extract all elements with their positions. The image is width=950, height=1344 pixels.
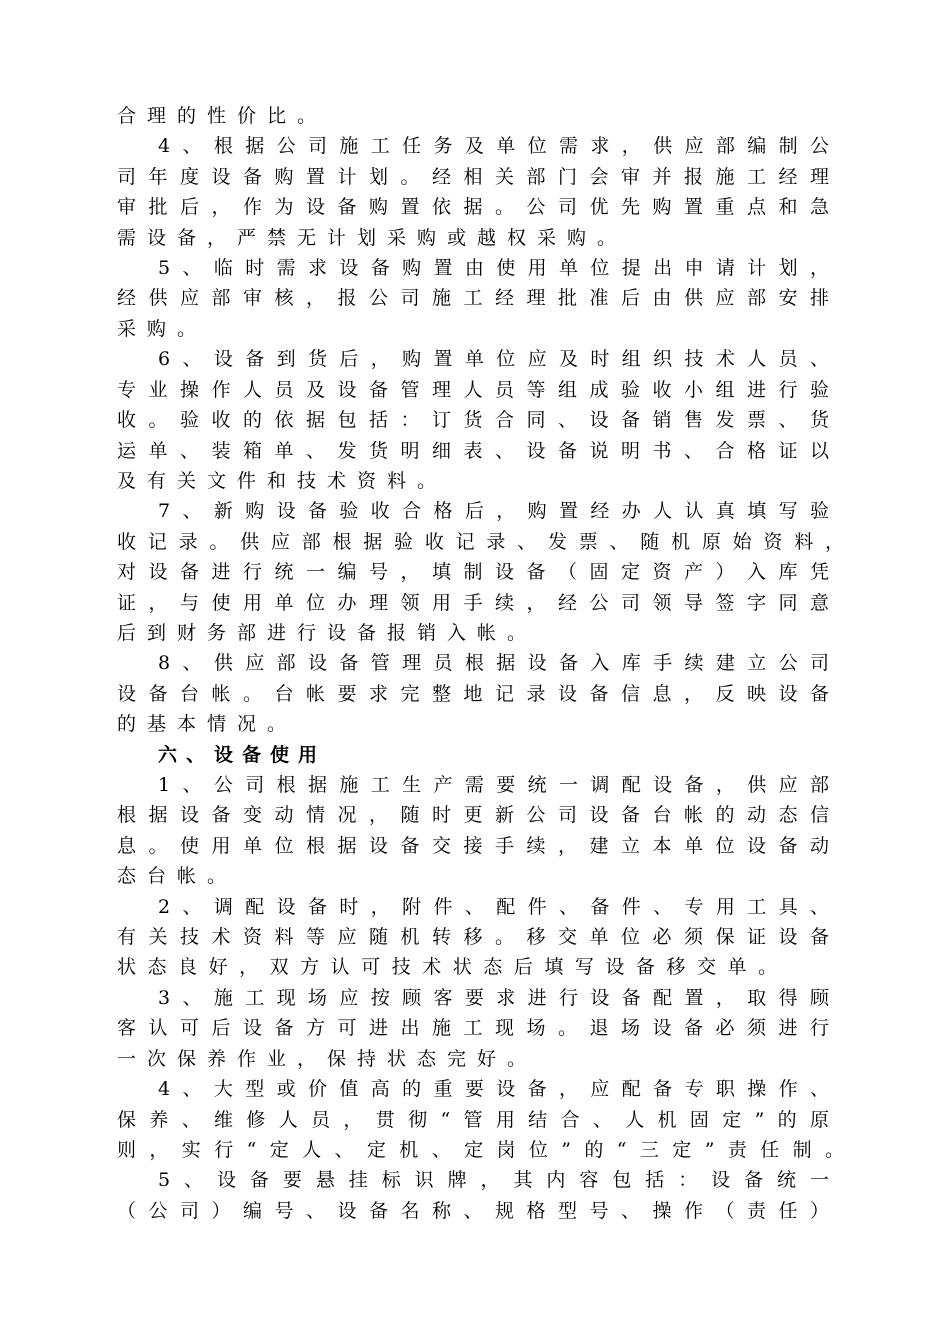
text-line: 状态良好，双方认可技术状态后填写设备移交单。 (117, 956, 777, 978)
text-line: 及有关文件和技术资料。 (117, 470, 448, 492)
text-line: 根据设备变动情况，随时更新公司设备台帐的动态信 (117, 804, 829, 826)
text-line: 一次保养作业，保持状态完好。 (117, 1048, 538, 1070)
text-line: 7、新购设备验收合格后，购置经办人认真填写验 (158, 500, 829, 522)
text-line: 需设备，严禁无计划采购或越权采购。 (117, 227, 628, 249)
text-line: 专业操作人员及设备管理人员等组成验收小组进行验 (117, 379, 829, 401)
text-line: 收记录。供应部根据验收记录、发票、随机原始资料， (117, 531, 844, 553)
text-line: 经供应部审核，报公司施工经理批准后由供应部安排 (117, 287, 829, 309)
text-line: 5、设备要悬挂标识牌，其内容包括：设备统一 (158, 1169, 829, 1191)
text-line: 采购。 (117, 318, 208, 340)
section-heading: 六、设备使用 (158, 744, 327, 766)
text-line: 对设备进行统一编号，填制设备（固定资产）入库凭 (117, 561, 829, 583)
text-line: 息。使用单位根据设备交接手续，建立本单位设备动 (117, 835, 829, 857)
text-line: （公司）编号、设备名称、规格型号、操作（责任） (117, 1200, 829, 1222)
text-line: 设备台帐。台帐要求完整地记录设备信息，反映设备 (117, 683, 829, 705)
text-line: 收。验收的依据包括：订货合同、设备销售发票、货 (117, 409, 829, 431)
text-line: 4、大型或价值高的重要设备，应配备专职操作、 (158, 1078, 829, 1100)
text-line: 审批后，作为设备购置依据。公司优先购置重点和急 (117, 196, 829, 218)
text-line: 有关技术资料等应随机转移。移交单位必须保证设备 (117, 926, 829, 948)
text-line: 后到财务部进行设备报销入帐。 (117, 622, 538, 644)
text-line: 4、根据公司施工任务及单位需求，供应部编制公 (158, 135, 829, 157)
text-line: 6、设备到货后，购置单位应及时组织技术人员、 (158, 348, 829, 370)
text-line: 态台帐。 (117, 865, 238, 887)
text-line: 司年度设备购置计划。经相关部门会审并报施工经理 (117, 166, 829, 188)
text-line: 运单、装箱单、发货明细表、设备说明书、合格证以 (117, 440, 829, 462)
text-line: 则，实行“定人、定机、定岗位”的“三定”责任制。 (117, 1139, 844, 1161)
text-line: 5、临时需求设备购置由使用单位提出申请计划， (158, 257, 829, 279)
text-line: 1、公司根据施工生产需要统一调配设备，供应部 (158, 774, 829, 796)
text-line: 8、供应部设备管理员根据设备入库手续建立公司 (158, 652, 829, 674)
text-line: 客认可后设备方可进出施工现场。退场设备必须进行 (117, 1017, 829, 1039)
text-line: 证，与使用单位办理领用手续，经公司领导签字同意 (117, 592, 829, 614)
text-line: 2、调配设备时，附件、配件、备件、专用工具、 (158, 896, 829, 918)
text-line: 合理的性价比。 (117, 105, 328, 127)
text-line: 的基本情况。 (117, 713, 298, 735)
text-line: 保养、维修人员，贯彻“管用结合、人机固定”的原 (117, 1109, 829, 1131)
text-line: 3、施工现场应按顾客要求进行设备配置，取得顾 (158, 987, 829, 1009)
